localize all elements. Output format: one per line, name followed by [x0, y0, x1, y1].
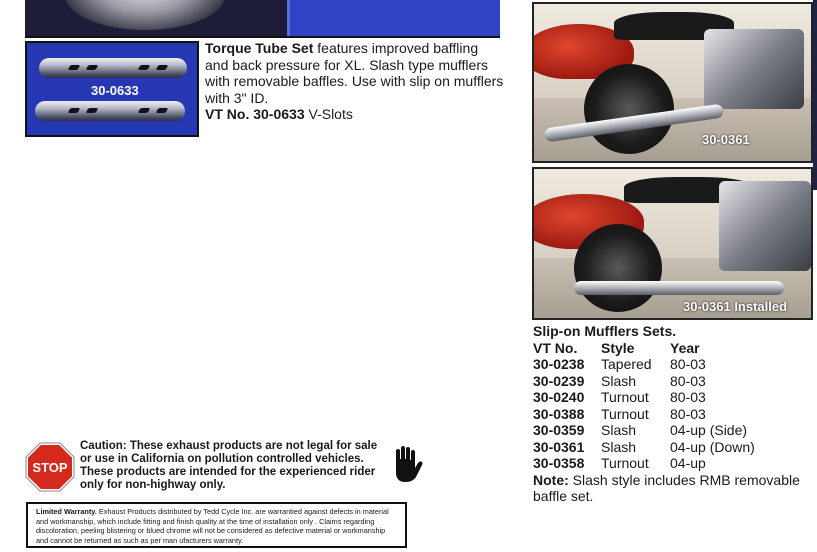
spec-title: Slip-on Mufflers Sets. [533, 323, 677, 339]
torque-body: features improved baffling and back pressure for XL. Slash type mufflers with removable baffles. Use with slip on mufflers with 3" ID. [205, 40, 504, 106]
year-cell: 80-03 [670, 405, 706, 422]
spec-table [533, 340, 755, 472]
tire-image [584, 64, 674, 154]
table-row [533, 439, 755, 456]
muffler-photo-side [532, 2, 813, 163]
table-row [533, 356, 755, 373]
torque-vt-desc: V-Slots [304, 106, 353, 122]
table-row [533, 422, 755, 439]
column-header: VT No. [533, 339, 578, 356]
muffler-spec-section [533, 323, 813, 505]
photo-label: 30-0361 Installed [683, 299, 788, 314]
vt-number: 30-0238 [533, 356, 585, 372]
vt-number: 30-0358 [533, 455, 585, 471]
muffler-image [574, 281, 784, 295]
style-cell: Turnout [601, 389, 649, 405]
engine-image [704, 29, 804, 109]
page-edge-bar [813, 0, 817, 190]
table-row [533, 389, 755, 406]
year-cell: 80-03 [670, 389, 706, 405]
note-text: Slash style includes RMB removable baffle set. [533, 471, 800, 504]
torque-tube-image [39, 58, 187, 78]
warranty-box [26, 502, 407, 548]
hand-stop-icon [390, 446, 424, 482]
style-cell: Tapered [601, 356, 652, 372]
warranty-label: Limited Warranty. [36, 507, 97, 516]
torque-description [205, 40, 505, 123]
style-cell: Slash [601, 422, 637, 438]
style-cell: Turnout [601, 455, 649, 471]
column-header: Year [670, 339, 700, 356]
year-cell: 04-up [670, 455, 706, 471]
tire-image [574, 224, 662, 312]
top-product-photo [25, 0, 500, 38]
blue-backdrop [287, 0, 500, 36]
table-row [533, 455, 755, 472]
spec-table-header [533, 340, 755, 357]
torque-photo-label: 30-0633 [91, 83, 139, 98]
spec-note [533, 472, 813, 505]
style-cell: Turnout [601, 405, 649, 422]
year-cell: 80-03 [670, 372, 706, 389]
vt-number: 30-0239 [533, 372, 585, 389]
year-cell: 80-03 [670, 356, 706, 372]
muffler-photo-installed [532, 167, 813, 320]
style-cell: Slash [601, 372, 637, 389]
torque-tube-image [35, 101, 185, 121]
stop-sign-icon [25, 442, 75, 492]
caution-text: Caution: These exhaust products are not legal for sale or use in California on pollution controlled vehicles. These products are intended for the experienced rider only for non-highway only. [80, 440, 378, 491]
engine-image [719, 181, 811, 271]
year-cell: 04-up (Down) [670, 438, 755, 455]
warranty-text: Exhaust Products distributed by Tedd Cycle Inc. are warrantied against defects in material and workmanship, which include fitting and finish quality at the time of installation only . Claims regarding discoloration, peeling blistering or blued chrome will not be considered as defective material or workmanship and cannot be returned as such as per man ufacturers warranty. [36, 507, 389, 545]
note-label: Note: [533, 471, 569, 488]
column-header: Style [601, 339, 635, 356]
torque-tube-photo [25, 41, 199, 137]
photo-label: 30-0361 [702, 132, 750, 147]
stop-text: STOP [32, 460, 68, 475]
vt-number: 30-0240 [533, 389, 585, 405]
table-row [533, 373, 755, 390]
style-cell: Slash [601, 438, 637, 455]
year-cell: 04-up (Side) [670, 422, 748, 438]
torque-vt-number: VT No. 30-0633 [205, 106, 305, 122]
table-row [533, 406, 755, 423]
torque-heading: Torque Tube Set [205, 40, 314, 56]
vt-number: 30-0359 [533, 422, 585, 438]
vt-number: 30-0361 [533, 438, 585, 455]
vt-number: 30-0388 [533, 405, 585, 422]
chrome-wheel-image [65, 0, 225, 30]
